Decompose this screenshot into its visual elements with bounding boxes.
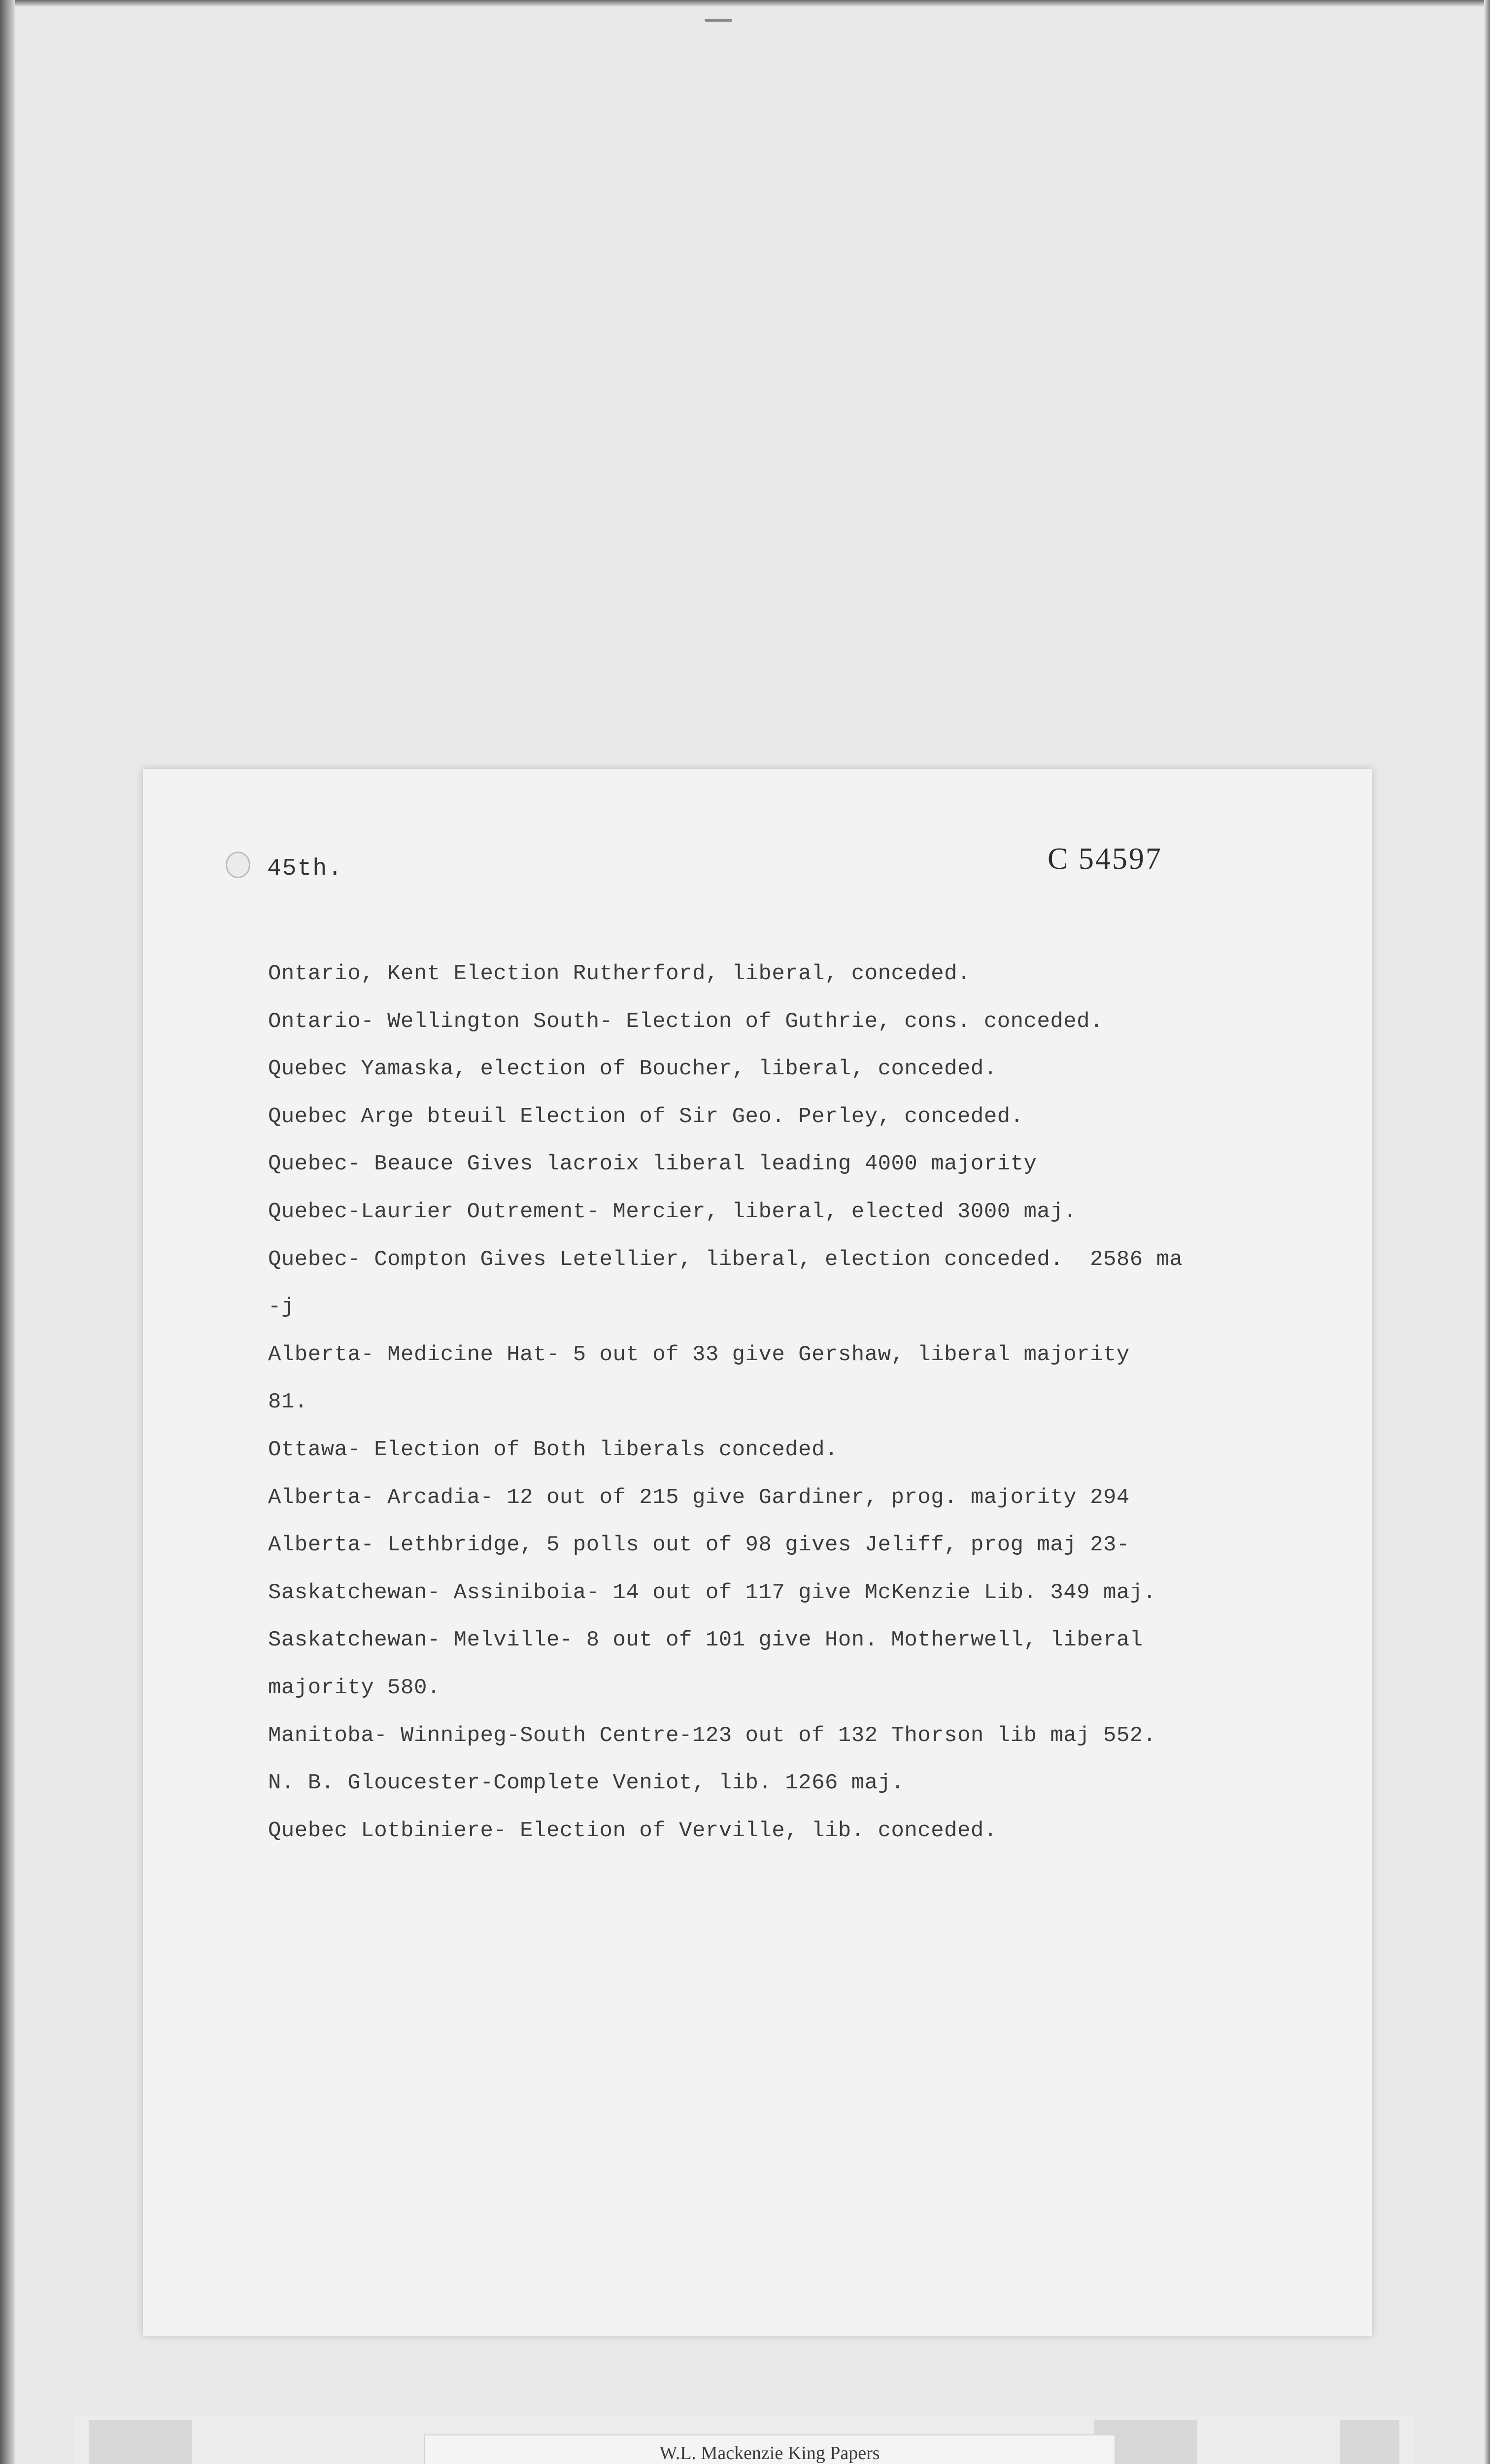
tape-strip-right: [1340, 2420, 1399, 2464]
result-line: Saskatchewan- Assiniboia- 14 out of 117 give McKenzie Lib. 349 maj.: [268, 1580, 1156, 1605]
result-line: N. B. Gloucester-Complete Veniot, lib. 1266 maj.: [268, 1771, 905, 1796]
result-line: Alberta- Medicine Hat- 5 out of 33 give Gershaw, liberal majority: [268, 1342, 1130, 1367]
scan-left-edge: [0, 0, 15, 2464]
result-line: Alberta- Lethbridge, 5 polls out of 98 gives Jeliff, prog maj 23-: [268, 1533, 1130, 1558]
result-line: Ottawa- Election of Both liberals conceded.: [268, 1437, 838, 1462]
typed-memo-sheet: [143, 769, 1372, 2336]
result-line: Manitoba- Winnipeg-South Centre-123 out of 132 Thorson lib maj 552.: [268, 1723, 1156, 1748]
result-line: majority 580.: [268, 1675, 440, 1700]
reference-code: C 54597: [1048, 842, 1162, 876]
election-results-list: [268, 950, 1303, 1854]
punch-hole: [226, 852, 250, 878]
result-line: Quebec- Beauce Gives lacroix liberal leading 4000 majority: [268, 1152, 1037, 1177]
result-line: 81.: [268, 1390, 308, 1415]
result-line: -j: [268, 1295, 295, 1320]
result-line: Alberta- Arcadia- 12 out of 215 give Gardiner, prog. majority 294: [268, 1485, 1130, 1510]
scan-right-edge: [1484, 0, 1490, 2464]
collection-label: [424, 2434, 1116, 2464]
mount-mark: [705, 19, 732, 22]
result-line: Quebec- Compton Gives Letellier, liberal, election conceded. 2586 ma: [268, 1247, 1183, 1272]
result-line: Ontario, Kent Election Rutherford, liberal, conceded.: [268, 961, 971, 986]
result-line: Quebec-Laurier Outrement- Mercier, liberal, elected 3000 maj.: [268, 1199, 1077, 1224]
tape-strip-left: [89, 2420, 192, 2464]
scan-top-edge: [0, 0, 1490, 7]
result-line: Quebec Arge bteuil Election of Sir Geo. Perley, conceded.: [268, 1104, 1024, 1129]
result-line: Quebec Lotbiniere- Election of Verville, lib. conceded.: [268, 1818, 997, 1843]
page-number: 45th.: [267, 856, 343, 882]
collection-name: W.L. Mackenzie King Papers: [659, 2443, 880, 2464]
result-line: Saskatchewan- Melville- 8 out of 101 give Hon. Motherwell, liberal: [268, 1628, 1143, 1653]
result-line: Quebec Yamaska, election of Boucher, liberal, conceded.: [268, 1057, 997, 1082]
result-line: Ontario- Wellington South- Election of Guthrie, cons. conceded.: [268, 1009, 1103, 1034]
